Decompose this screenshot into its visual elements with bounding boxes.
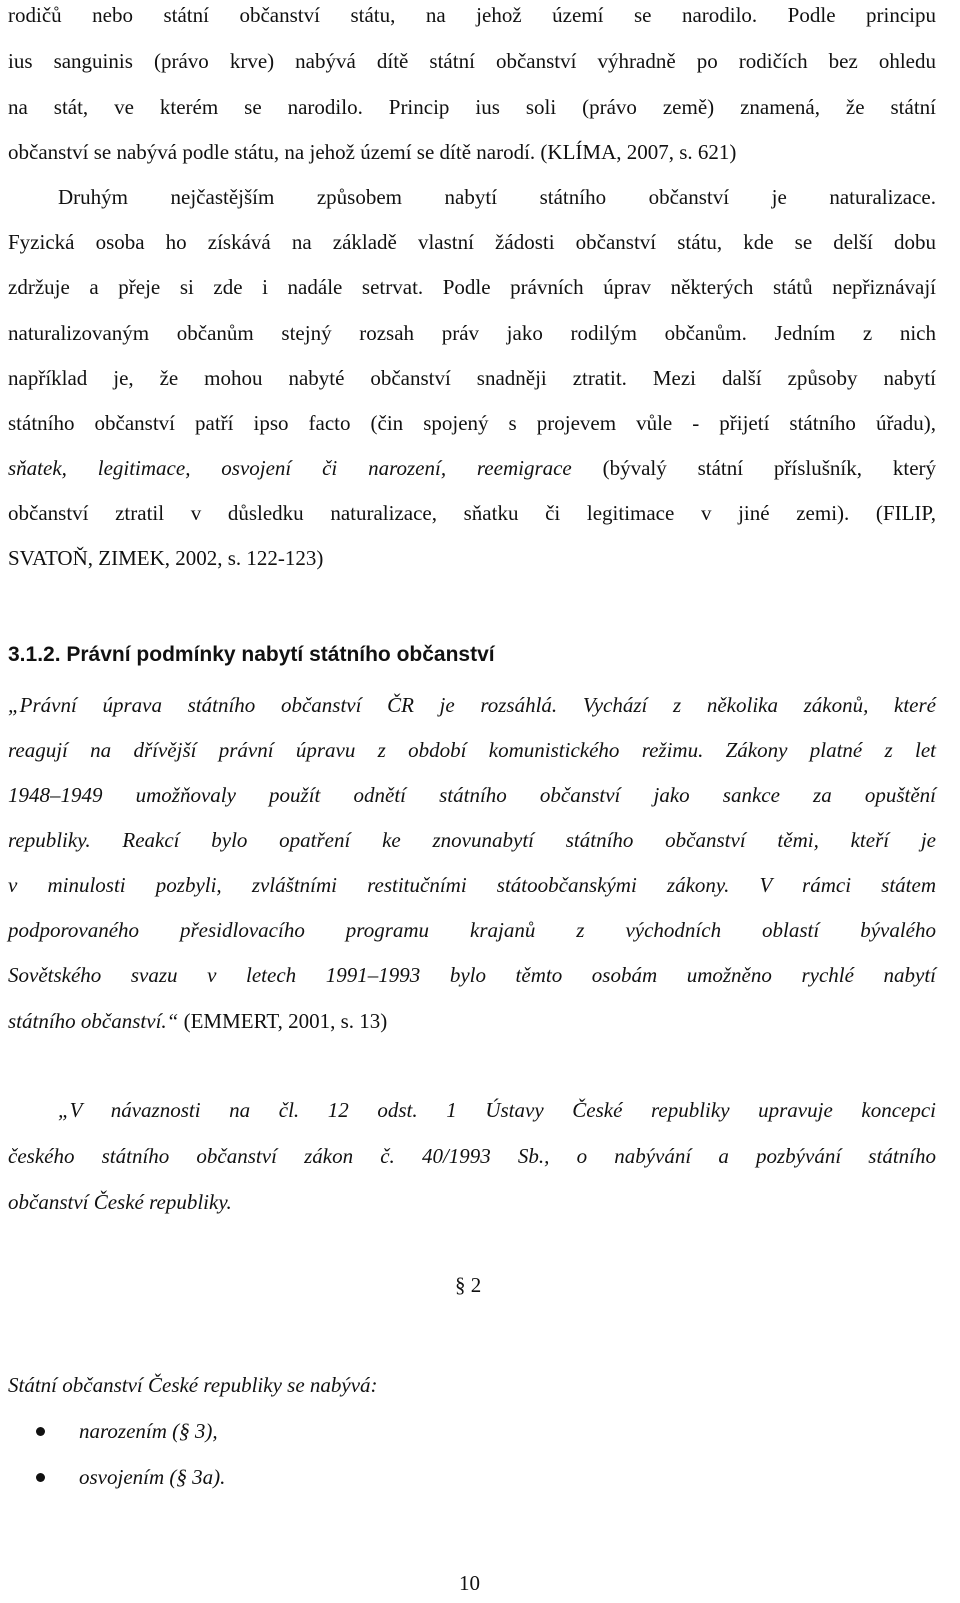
paragraph1-line-4: občanství se nabývá podle státu, na jehož území se dítě narodí. (KLÍMA, 2007, s. 621) [8,140,737,164]
list-item [36,1416,218,1446]
quote1-line-6: podporovaného přesidlovacího programu krajanů z východních oblastí bývalého [8,918,936,942]
quote2-line-2: českého státního občanství zákon č. 40/1993 Sb., o nabývání a pozbývání státního [8,1144,936,1168]
page-number: 10 [459,1571,480,1595]
paragraph2-line-3: zdržuje a přeje si zde i nadále setrvat. Podle právních úprav některých států nepřiznávají [8,275,936,299]
quote1-line-7: Sovětského svazu v letech 1991–1993 bylo těmto osobám umožněno rychlé nabytí [8,963,936,987]
list-item-text: osvojením (§ 3a). [79,1465,226,1489]
paragraph2-line-6: státního občanství patří ipso facto (čin spojený s projevem vůle - přijetí státního úřadu), [8,411,936,435]
paragraph2-line-5: například je, že mohou nabyté občanství snadněji ztratit. Mezi další způsoby nabytí [8,366,936,390]
paragraph2-line-7-rest: (bývalý státní příslušník, který [602,456,937,480]
paragraph2-line-1: Druhým nejčastějším způsobem nabytí státního občanství je naturalizace. [58,185,936,209]
bullet-icon [36,1427,45,1436]
quote2-line-3: občanství České republiky. [8,1190,232,1214]
paragraph1-line-2: ius sanguinis (právo krve) nabývá dítě státní občanství výhradně po rodičích bez ohledu [8,49,936,73]
quote1-citation: (EMMERT, 2001, s. 13) [183,1009,388,1033]
paragraph2-line-4: naturalizovaným občanům stejný rozsah práv jako rodilým občanům. Jedním z nich [8,321,936,345]
italic-segment: sňatek, legitimace, osvojení či narození, reemigrace [8,456,572,480]
paragraph-sign: § 2 [455,1273,482,1297]
quote1-line-3: 1948–1949 umožňovaly použít odnětí státního občanství jako sankce za opuštění [8,783,936,807]
paragraph1-line-1: rodičů nebo státní občanství státu, na jehož území se narodilo. Podle principu [8,3,936,27]
paragraph2-line-9: SVATOŇ, ZIMEK, 2002, s. 122-123) [8,546,324,570]
paragraph2-line-2: Fyzická osoba ho získává na základě vlastní žádosti občanství státu, kde se delší dobu [8,230,936,254]
list-item [36,1462,225,1492]
quote1-line-1: „Právní úprava státního občanství ČR je rozsáhlá. Vychází z několika zákonů, které [8,693,936,717]
quote1-line-2: reagují na dřívější právní úpravu z období komunistického režimu. Zákony platné z let [8,738,936,762]
bullet-icon [36,1473,45,1482]
paragraph2-line-7 [8,453,936,483]
quote2-line-1: „V návaznosti na čl. 12 odst. 1 Ústavy České republiky upravuje koncepci [58,1098,936,1122]
quote1-line-8 [8,1006,936,1036]
list-intro: Státní občanství České republiky se nabývá: [8,1373,378,1397]
quote1-line-5: v minulosti pozbyli, zvláštními restitučními státoobčanskými zákony. V rámci státem [8,873,936,897]
quote1-last-line: státního občanství.“ [8,1009,179,1033]
paragraph2-line-8: občanství ztratil v důsledku naturalizace, sňatku či legitimace v jiné zemi). (FILIP, [8,501,936,525]
list-item-text: narozením (§ 3), [79,1419,218,1443]
section-heading: 3.1.2. Právní podmínky nabytí státního občanství [8,643,495,666]
quote1-line-4: republiky. Reakcí bylo opatření ke znovunabytí státního občanství těmi, kteří je [8,828,936,852]
paragraph1-line-3: na stát, ve kterém se narodilo. Princip ius soli (právo země) znamená, že státní [8,95,936,119]
